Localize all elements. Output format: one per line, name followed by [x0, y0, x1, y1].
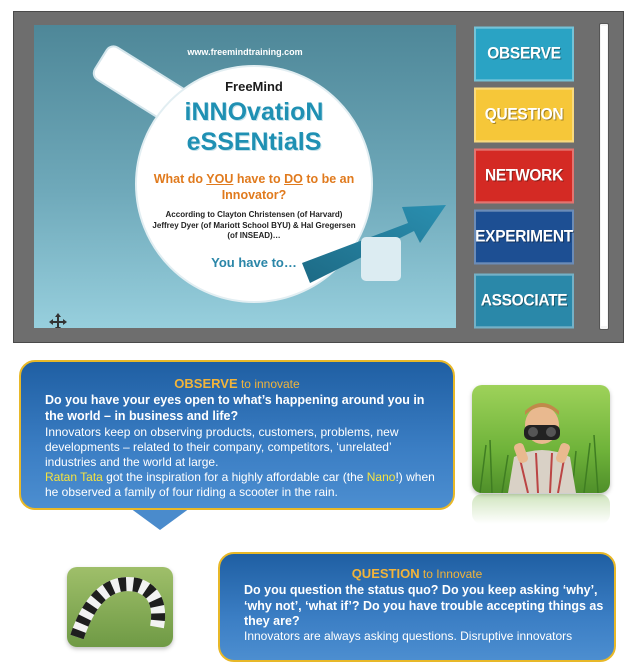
- move-icon[interactable]: [49, 313, 67, 328]
- slide-viewer: [13, 11, 624, 343]
- slide-attribution: According to Clayton Christensen (of Harvard) Jeffrey Dyer (of Mariott School BYU) & Hal Gregersen (of INSEAD)…: [152, 210, 356, 240]
- lemur-tail-photo: [67, 567, 173, 647]
- observe-example: Ratan Tata got the inspiration for a highly affordable car (the Nano!) when he observed a family of four riding a scooter in the rain.: [45, 470, 435, 499]
- network-button[interactable]: NETWORK: [474, 149, 574, 204]
- scrollbar-thumb[interactable]: [601, 26, 607, 326]
- slide-question: What do YOU have to DO to be an Innovator?: [153, 172, 355, 202]
- photo-illustration: [67, 567, 173, 647]
- question-callout: [218, 552, 616, 662]
- experiment-button[interactable]: EXPERIMENT: [474, 210, 574, 265]
- boy-binoculars-photo: [472, 385, 610, 493]
- brand-name: FreeMind: [225, 79, 283, 94]
- slide-square-shape: [361, 237, 401, 281]
- brand-title-line2: eSSENtialS: [186, 128, 322, 156]
- observe-heading: OBSERVE to innovate: [174, 376, 300, 391]
- question-heading: QUESTION to Innovate: [351, 566, 483, 581]
- associate-button[interactable]: ASSOCIATE: [474, 274, 574, 329]
- observe-question: Do you have your eyes open to what’s happening around you in the world – in business and life?: [45, 393, 425, 423]
- site-url: www.freemindtraining.com: [187, 47, 303, 57]
- observe-callout: [19, 360, 455, 510]
- observe-button[interactable]: OBSERVE: [474, 27, 574, 82]
- photo-reflection: [472, 494, 610, 524]
- question-question: Do you question the status quo? Do you keep asking ‘why’, ‘why not’, ‘what if’? Do you have trouble accepting things as they are?: [244, 583, 604, 628]
- photo-illustration: [472, 385, 610, 493]
- question-body: Innovators are always asking questions. Disruptive innovators: [244, 629, 573, 643]
- slide-canvas: [34, 25, 456, 328]
- callout-tail: [130, 508, 190, 530]
- slide-scrollbar[interactable]: [599, 23, 609, 330]
- observe-body: Innovators keep on observing products, customers, problems, new developments – related to their company, competitors, ‘unrelated’ industries and the world at large.: [45, 425, 399, 469]
- brand-title-line1: iNNOvatioN: [184, 98, 324, 126]
- question-button[interactable]: QUESTION: [474, 88, 574, 143]
- slide-you-have-to: You have to…: [211, 255, 297, 270]
